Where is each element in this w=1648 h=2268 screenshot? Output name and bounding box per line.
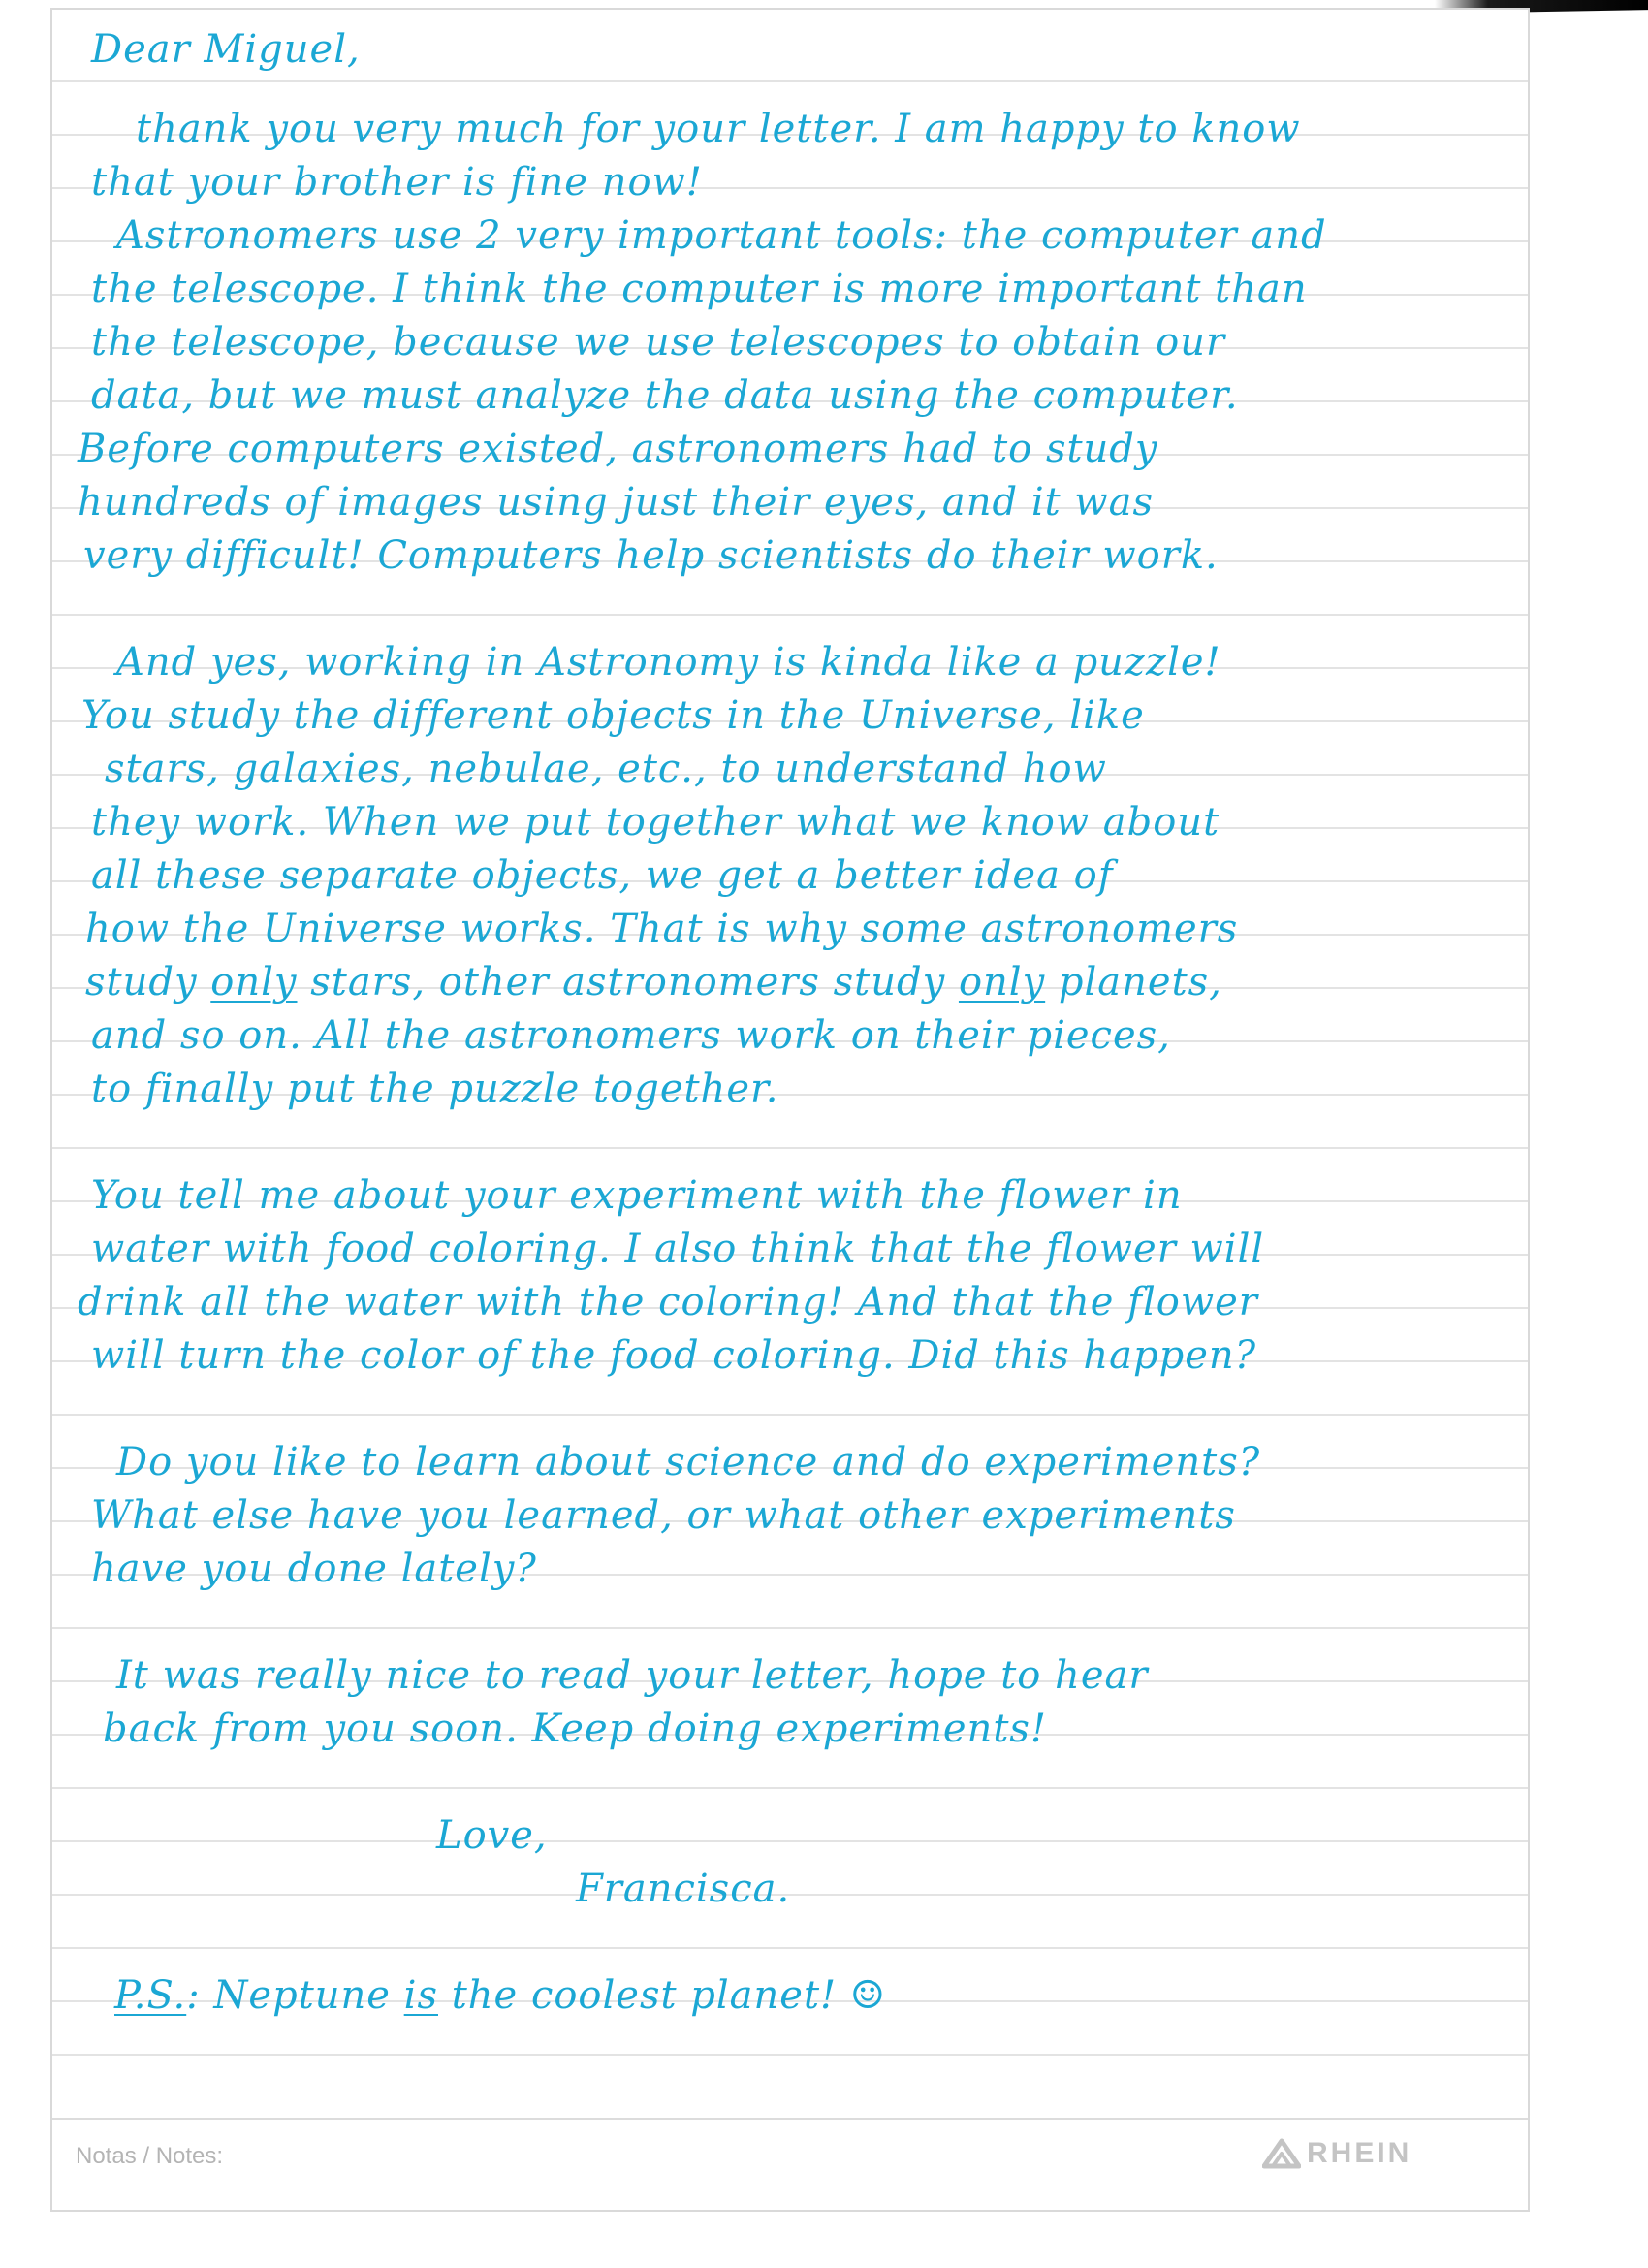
- letter-line: water with food coloring. I also think that the flower will: [91, 1227, 1265, 1271]
- line-text: stars, other astronomers study: [297, 960, 959, 1005]
- ps-label: P.S.: [114, 1973, 187, 2018]
- letter-line: to finally put the puzzle together.: [91, 1067, 779, 1111]
- underlined-word: only: [958, 960, 1046, 1005]
- letter-line: What else have you learned, or what other experiments: [91, 1493, 1236, 1538]
- letter-line: the telescope. I think the computer is more important than: [91, 267, 1308, 311]
- brand-logo: [1262, 2137, 1411, 2170]
- letter-line: all these separate objects, we get a better idea of: [91, 853, 1114, 898]
- letter-line: You tell me about your experiment with the flower in: [91, 1173, 1183, 1218]
- notebook-page: [50, 8, 1530, 2212]
- salutation: Dear Miguel,: [91, 27, 361, 72]
- rhein-logo-icon: [1262, 2137, 1301, 2170]
- ps-text: the coolest planet!: [438, 1973, 838, 2018]
- ps-text: : Neptune: [186, 1973, 404, 2018]
- letter-line: stars, galaxies, nebulae, etc., to understand how: [105, 747, 1107, 791]
- letter-line: drink all the water with the coloring! And that the flower: [78, 1280, 1258, 1325]
- letter-line: And yes, working in Astronomy is kinda like a puzzle!: [116, 640, 1221, 685]
- letter-line: that your brother is fine now!: [91, 160, 703, 205]
- letter-line: and so on. All the astronomers work on their pieces,: [91, 1013, 1171, 1058]
- underlined-word: is: [403, 1973, 438, 2018]
- letter-line: will turn the color of the food coloring. Did this happen?: [91, 1333, 1257, 1378]
- letter-line: the telescope, because we use telescopes to obtain our: [91, 320, 1226, 365]
- letter-line: It was really nice to read your letter, hope to hear: [116, 1653, 1149, 1698]
- smiley-icon: ☺: [849, 1973, 886, 2018]
- handwritten-letter: [52, 10, 1528, 2210]
- letter-line: Do you like to learn about science and do experiments?: [116, 1440, 1261, 1485]
- letter-line: hundreds of images using just their eyes, and it was: [78, 480, 1155, 525]
- letter-line: data, but we must analyze the data using the computer.: [91, 373, 1239, 418]
- underlined-word: only: [210, 960, 298, 1005]
- letter-line: Astronomers use 2 very important tools: the computer and: [116, 213, 1327, 258]
- letter-line: they work. When we put together what we know about: [91, 800, 1220, 845]
- notes-label: Notas / Notes:: [76, 2143, 224, 2169]
- postscript: [114, 1968, 886, 2023]
- brand-name: RHEIN: [1307, 2137, 1412, 2169]
- closing: Love,: [436, 1813, 548, 1858]
- letter-line-underlined: [85, 955, 1222, 1009]
- letter-line: how the Universe works. That is why some astronomers: [85, 907, 1239, 951]
- letter-line: back from you soon. Keep doing experiments!: [103, 1707, 1047, 1751]
- letter-line: Before computers existed, astronomers had to study: [78, 427, 1158, 471]
- line-text: planets,: [1045, 960, 1222, 1005]
- letter-line: You study the different objects in the Universe, like: [81, 693, 1145, 738]
- letter-line: thank you very much for your letter. I am happy to know: [136, 107, 1301, 151]
- letter-line: have you done lately?: [91, 1547, 537, 1591]
- letter-line: very difficult! Computers help scientists do their work.: [83, 533, 1219, 578]
- line-text: study: [85, 960, 211, 1005]
- signature: Francisca.: [576, 1867, 791, 1911]
